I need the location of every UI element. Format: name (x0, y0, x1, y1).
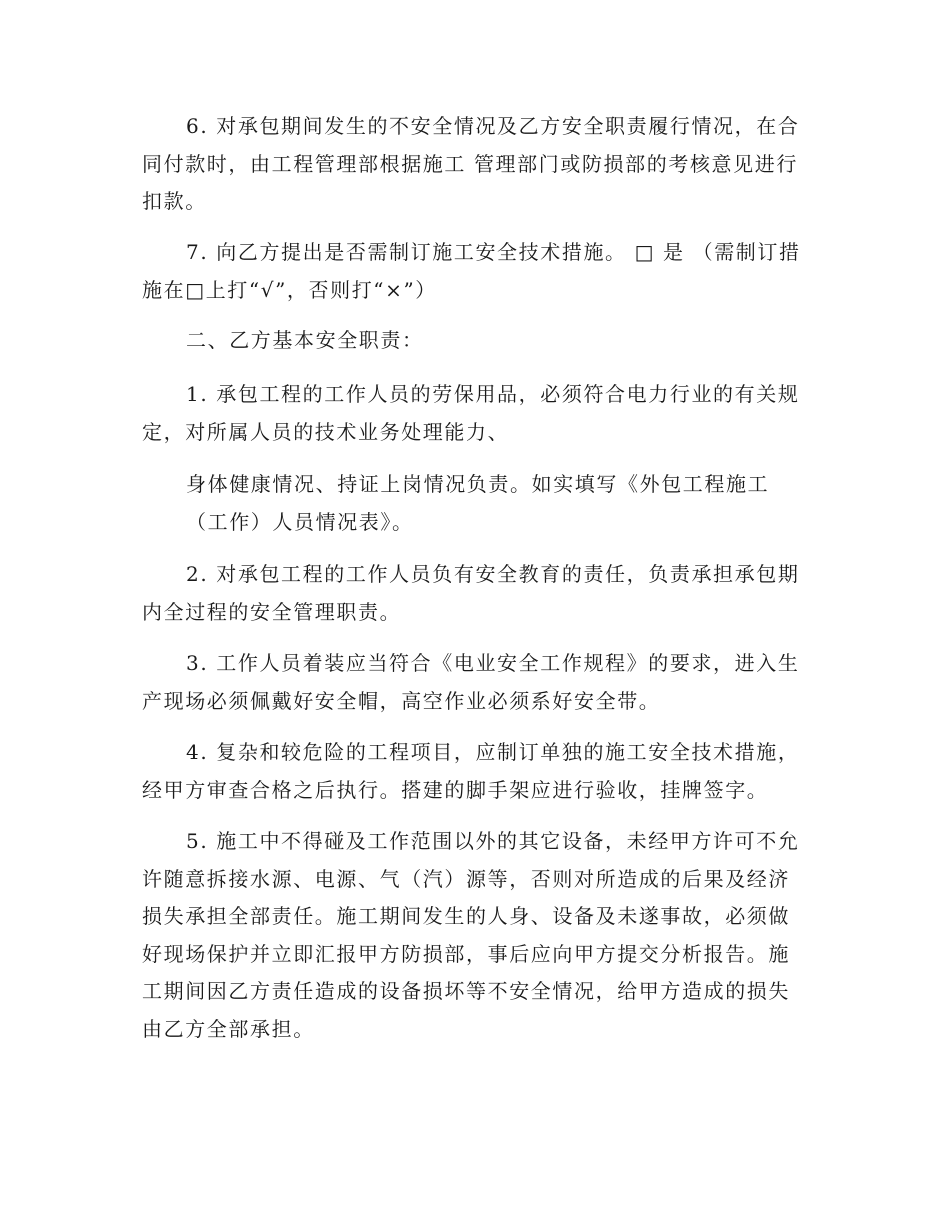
paragraph-b-item-1: 1. 承包工程的工作人员的劳保用品，必须符合电力行业的有关规定，对所属人员的技术业务处理能力、 (142, 382, 800, 444)
paragraph-b-item-5: 5. 施工中不得碰及工作范围以外的其它设备，未经甲方许可不允许随意拆接水源、电源、气（汽）源等，否则对所造成的后果及经济损失承担全部责任。施工期间发生的人身、设备及未遂事故，必须做好现场保护并立即汇报甲方防损部，事后应向甲方提交分析报告。施工期间因乙方责任造成的设备损坏等不安全情况，给甲方造成的损失由乙方全部承担。 (142, 829, 800, 1041)
paragraph-b-item-4: 4. 复杂和较危险的工程项目，应制订单独的施工安全技术措施，经甲方审查合格之后执行。搭建的脚手架应进行验收，挂牌签字。 (142, 740, 800, 802)
section-heading-party-b: 二、乙方基本安全职责： (186, 328, 424, 352)
paragraph-b-item-1-continued: 身体健康情况、持证上岗情况负责。如实填写《外包工程施工（工作）人员情况表》。 (186, 472, 770, 534)
paragraph-b-item-2: 2. 对承包工程的工作人员负有安全教育的责任，负责承担承包期内全过程的安全管理职责。 (142, 562, 800, 624)
paragraph-item-6: 6. 对承包期间发生的不安全情况及乙方安全职责履行情况，在合同付款时，由工程管理部根据施工 管理部门或防损部的考核意见进行扣款。 (142, 114, 800, 213)
paragraph-item-7: 7. 向乙方提出是否需制订施工安全技术措施。 □ 是 （需制订措施在□上打“√”，否则打“×”） (142, 240, 801, 302)
paragraph-b-item-3: 3. 工作人员着装应当符合《电业安全工作规程》的要求，进入生产现场必须佩戴好安全帽，高空作业必须系好安全带。 (142, 651, 800, 713)
